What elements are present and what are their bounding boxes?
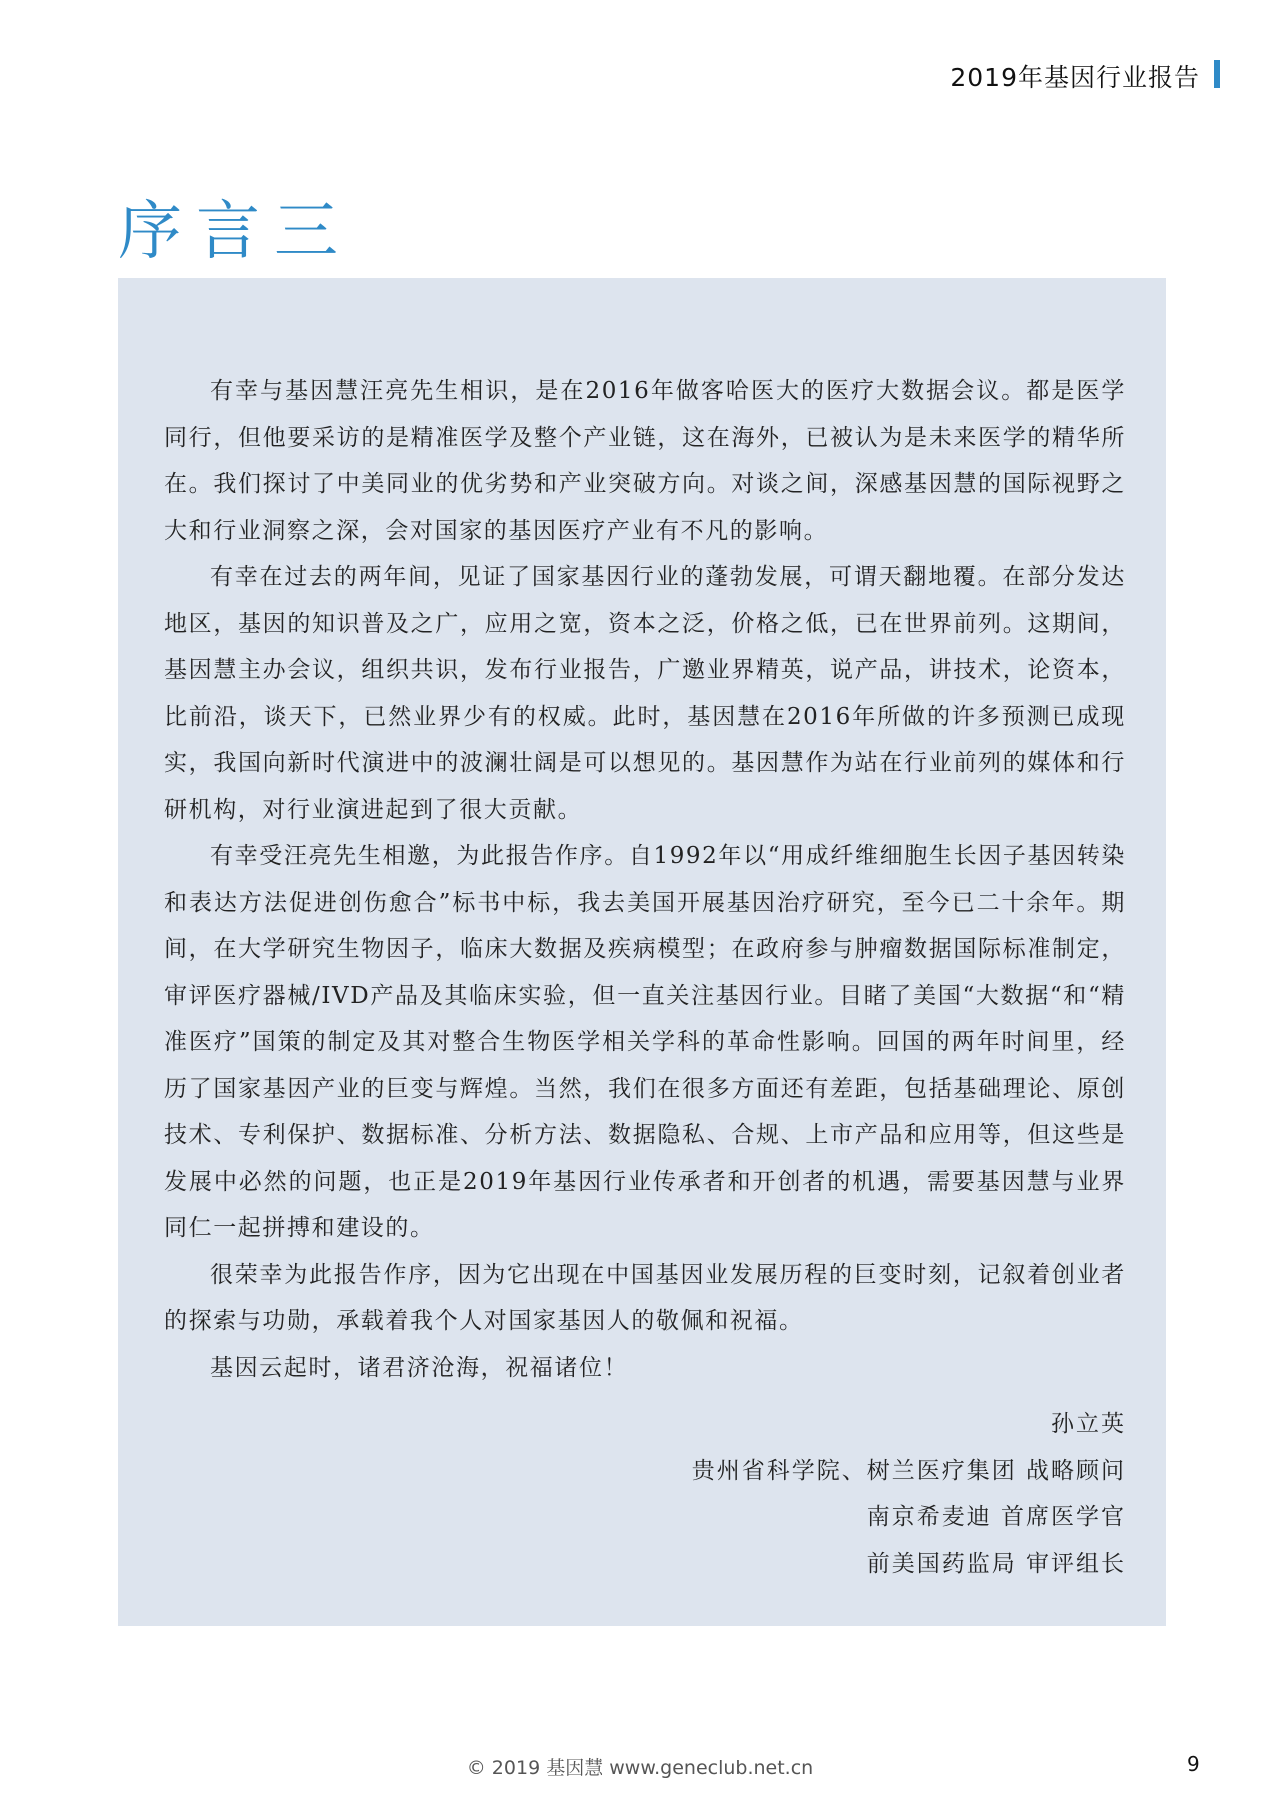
preface-paragraph-1: 有幸与基因慧汪亮先生相识，是在2016年做客哈医大的医疗大数据会议。都是医学同行，但他要采访的是精准医学及整个产业链，这在海外，已被认为是未来医学的精华所在。我们探讨了中美同业的优劣势和产业突破方向。对谈之间，深感基因慧的国际视野之大和行业洞察之深，会对国家的基因医疗产业有不凡的影响。 — [164, 378, 1126, 544]
footer-copyright: © 2019 基因慧 www.geneclub.net.cn — [466, 1757, 814, 1779]
signature-block — [164, 1401, 1126, 1587]
page-number: 9 — [1187, 1752, 1200, 1776]
header-accent-bar — [1214, 60, 1220, 88]
section-title: 序言三 — [118, 195, 352, 269]
signature-title-3: 前美国药监局 审评组长 — [866, 1550, 1126, 1577]
signature-name: 孙立英 — [1051, 1411, 1126, 1437]
preface-paragraph-5: 基因云起时，诸君济沧海，祝福诸位！ — [210, 1354, 629, 1381]
preface-paragraph-3: 有幸受汪亮先生相邀，为此报告作序。自1992年以“用成纤维细胞生长因子基因转染和表达方法促进创伤愈合”标书中标，我去美国开展基因治疗研究，至今已二十余年。期间，在大学研究生物因子，临床大数据及疾病模型；在政府参与肿瘤数据国际标准制定，审评医疗器械/IVD产品及其临床实验，但一直关注基因行业。目睹了美国“大数据“和“精准医疗”国策的制定及其对整合生物医学相关学科的革命性影响。回国的两年时间里，经历了国家基因产业的巨变与辉煌。当然，我们在很多方面还有差距，包括基础理论、原创技术、专利保护、数据标准、分析方法、数据隐私、合规、上市产品和应用等，但这些是发展中必然的问题，也正是2019年基因行业传承者和开创者的机遇，需要基因慧与业界同仁一起拼搏和建设的。 — [164, 843, 1126, 1241]
signature-title-2: 南京希麦迪 首席医学官 — [866, 1504, 1126, 1530]
preface-content-box — [118, 278, 1166, 1626]
signature-title-1: 贵州省科学院、树兰医疗集团 战略顾问 — [691, 1457, 1126, 1484]
preface-paragraph-4: 很荣幸为此报告作序，因为它出现在中国基因业发展历程的巨变时刻，记叙着创业者的探索与功勋，承载着我个人对国家基因人的敬佩和祝福。 — [164, 1261, 1126, 1334]
report-title: 2019年基因行业报告 — [950, 63, 1200, 92]
preface-paragraph-2: 有幸在过去的两年间，见证了国家基因行业的蓬勃发展，可谓天翻地覆。在部分发达地区，基因的知识普及之广，应用之宽，资本之泛，价格之低，已在世界前列。这期间，基因慧主办会议，组织共识，发布行业报告，广邀业界精英，说产品，讲技术，论资本，比前沿，谈天下，已然业界少有的权威。此时，基因慧在2016年所做的许多预测已成现实，我国向新时代演进中的波澜壮阔是可以想见的。基因慧作为站在行业前列的媒体和行研机构，对行业演进起到了很大贡献。 — [164, 564, 1126, 823]
